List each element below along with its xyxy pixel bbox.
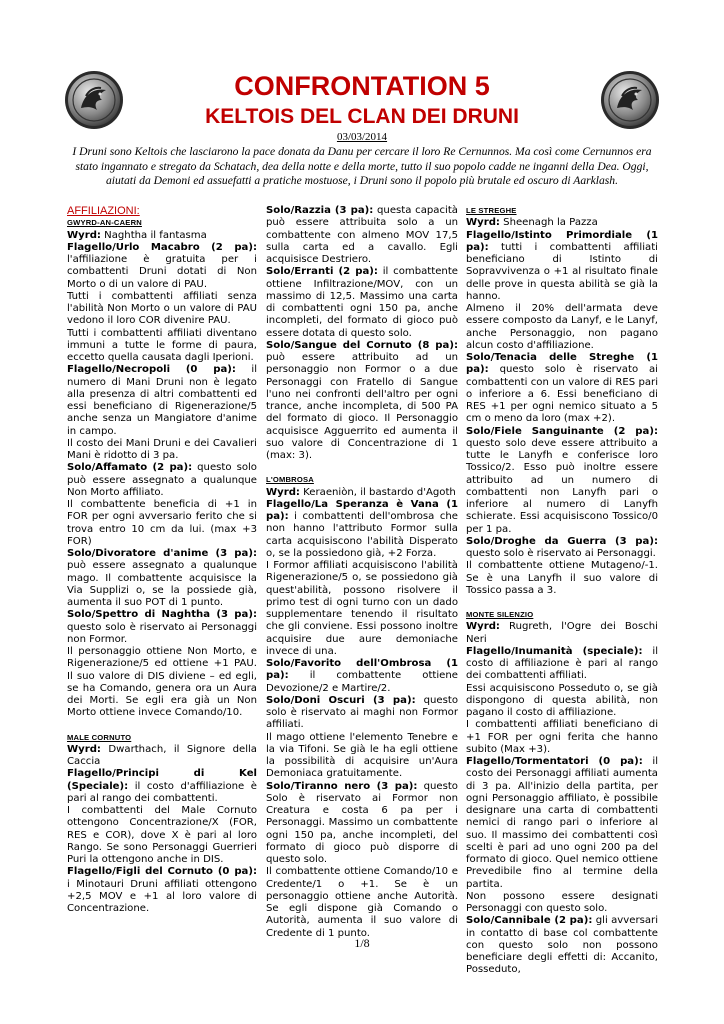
wyrd-line: Wyrd: Dwarthach, il Signore della Caccia [67,743,257,767]
column-3 [466,205,658,977]
rule-paragraph: Il combattente ottiene Comando/10 e Credente/1 o +1. Se è un personaggio ottiene anche Autorità. Se egli dispone già Comando o Autorità, aumenta il suo valore di Credente di 1 punto. [266,866,458,939]
rule-paragraph: Flagello/Principi di Kel (Speciale): il costo d'affiliazione è pari al rango dei combattenti. [67,768,257,804]
rule-paragraph: Flagello/Figli del Cornuto (0 pa): i Minotauri Druni affiliati ottengono +2,5 MOV e +1 al loro valore di Concentrazione. [67,866,257,914]
affiliation-title-monte-silenzio: MONTE SILENZIO [466,610,534,619]
rule-paragraph: Il costo dei Mani Druni e dei Cavalieri Mani è ridotto di 3 pa. [67,437,257,461]
rule-paragraph: Tutti i combattenti affiliati senza l'abilità Non Morto o un valore di PAU vedono il loro COR divenire PAU. [67,290,257,327]
rule-paragraph: Flagello/Inumanità (speciale): il costo di affiliazione è pari al rango dei combattenti affiliati. [466,645,658,682]
rule-paragraph: I combattenti affiliati beneficiano di +1 FOR per ogni ferita che hanno subito (Max +3). [466,719,658,755]
wyrd-line: Wyrd: Sheenagh la Pazza [466,217,598,229]
document-date: 03/03/2014 [336,131,388,143]
page-number: 1/8 [354,936,370,950]
rule-paragraph: Solo/Razzia (3 pa): questa capacità può essere attribuita solo a un combattente con almeno MOV 17,5 sulla carta ed a cavallo. Egli acquisisce Destriero. [266,205,458,265]
rule-paragraph: Solo/Droghe da Guerra (3 pa): questo solo è riservato ai Personaggi. [466,535,658,559]
affiliation-title-gwyrd-an-caern: GWYRD-AN-CAERN [67,218,142,228]
rule-paragraph: Solo/Cannibale (2 pa): gli avversari in contatto di base col combattente con questo solo non possono beneficiare degli effetti di: Accanito, Posseduto, [466,915,659,976]
wyrd-line: Wyrd: Keraeniòn, il bastardo d'Agoth [266,486,456,498]
rule-paragraph: Non possono essere designati Personaggi con questo solo. [466,890,658,914]
rule-paragraph: I Formor affiliati acquisiscono l'abilità Rigenerazione/5 o, se possiedono già quest'abilità, possono risolvere il primo test di ogni turno con un dado supplementare tenendo il risultato che gli conviene. Essi possono inoltre acquisire due aure demoniache invece di una. [266,560,458,657]
rule-paragraph: Solo/Sangue del Cornuto (8 pa): può essere attribuito ad un personaggio non Formor o a due Personaggi con Fratello di Sangue l'uno nei confronti dell'altro per ogni trance, anche incompleta, di 500 PA del formato di gioco. Il Personaggio acquisisce Agguerrito ed aumenta il suo valore di Concentrazione di 1 (max: 3). [266,339,458,461]
rule-paragraph: Il mago ottiene l'elemento Tenebre e la via Tifoni. Se già le ha egli ottiene la possibilità di acquisire un'Aura Demoniaca gratuitamente. [266,731,458,780]
rule-paragraph: Flagello/Istinto Primordiale (1 pa): tutti i combattenti affiliati beneficiano di Istinto di Sopravvivenza o +1 al risultato finale delle prove in questa abilità se già la hanno. [466,229,658,302]
rule-paragraph: Solo/Doni Oscuri (3 pa): questo solo è riservato ai maghi non Formor affiliati. [266,694,458,731]
wyrd-line: Wyrd: Rugreth, l'Ogre dei Boschi Neri [466,621,658,645]
rule-paragraph: Almeno il 20% dell'armata deve essere composto da Lanyf, e le Lanyf, anche Personaggio, non pagano alcun costo d'affiliazione. [466,303,658,351]
rule-paragraph: Solo/Affamato (2 pa): questo solo può essere assegnato a qualunque Non Morto affiliato. [67,462,257,498]
intro-paragraph: I Druni sono Keltois che lasciarono la pace donata da Danu per cercare il loro Re Cernunnos. Ma così come Cernunnos era stato ingannato e stregato da Schatach, dea della notte e della morte, tutto il suo popolo cadde ne inganni della Dea. Oggi, aiutati da Demoni ed assuefatti a pratiche mostuose, i Druni sono il popolo più brutale ed oscuro di Aarklash. [72,145,652,188]
document-title: CONFRONTATION 5 [234,71,490,101]
rule-paragraph: Il combattente ottiene Mutageno/-1. Se è una Lanyfh il suo valore di Tossico passa a 3. [466,560,658,596]
rule-paragraph: Solo/Divoratore d'anime (3 pa): può essere assegnato a qualunque mago. Il combattente acquisisce la Via Supplizi o, se la possiede già, aumenta il suo POT di 1 punto. [67,548,257,608]
wyrd-line: Wyrd: Naghtha il fantasma [67,229,207,241]
affiliation-title-male-cornuto: MALE CORNUTO [67,732,132,742]
rule-paragraph: Il personaggio ottiene Non Morto, e Rigenerazione/5 ed ottiene +1 PAU. Il suo valore di DIS diviene – ed egli, se ha Comando, genera ora un Aura dei Morti. Se egli era già un Non Morto ottiene invece Comando/10. [67,646,257,719]
rule-paragraph: I combattenti del Male Cornuto ottengono Concentrazione/X (FOR, RES e COR), dove X è pari al loro Rango. Se sono Personaggi Guerrieri Puri la ottengono anche in DIS. [67,805,257,865]
rule-paragraph: Flagello/Necropoli (0 pa): il numero di Mani Druni non è legato alla presenza di altri combattenti ed essi beneficiano di Rigenerazione/5 anche senza un Mangiatore d'anime in campo. [67,364,257,437]
rule-paragraph: Tutti i combattenti affiliati diventano immuni a tutte le forme di paura, eccetto quella causata dagli Iperioni. [67,327,257,363]
rule-paragraph: Solo/Fiele Sanguinante (2 pa): questo solo deve essere attribuito a tutte le Lanyfh e conferisce loro Tossico/2. Esso può inoltre essere attribuito ad un numero di combattenti non Lanyfh pari o inferiore al numero di Lanyfh schierate. Essi acquisiscono Tossico/0 per 1 pa. [466,425,658,535]
rule-paragraph: Essi acquisiscono Posseduto o, se già dispongono di questa abilità, non pagano il costo di affiliazione. [466,682,658,718]
column-2 [266,205,458,940]
column-1 [67,205,257,915]
rule-paragraph: Solo/Erranti (2 pa): il combattente ottiene Infiltrazione/MOV, con un massimo di 12,5. Massimo una carta di combattenti ogni 150 pa, anche incompleti, del formato di gioco può essere dotata di questo solo. [266,266,458,339]
rule-paragraph: Solo/Tenacia delle Streghe (1 pa): questo solo è riservato ai combattenti con un valore di RES pari o inferiore a 6. Essi beneficiano di RES +1 per ogni nemico situato a 5 cm o meno da loro (max +2). [466,352,658,425]
rule-paragraph: Flagello/Tormentatori (0 pa): il costo dei Personaggi affiliati aumenta di 3 pa. All'inizio della partita, per ogni Personaggio affiliato, è possibile designare una carta di combattenti nemici di rango pari o inferiore al suo. Il massimo dei combattenti così scelti è pari ad uno ogni 200 pa del formato di gioco. Quel nemico ottiene Prevedibile fino al termine della partita. [466,756,658,890]
document-subtitle: KELTOIS DEL CLAN DEI DRUNI [205,105,519,128]
affiliation-title-l-ombrosa: L'OMBROSA [266,475,314,485]
rule-paragraph: Flagello/Urlo Macabro (2 pa): l'affiliazione è gratuita per i combattenti Druni dotati di Non Morto o di un valore di PAU. [67,241,257,290]
rule-paragraph: Solo/Favorito dell'Ombrosa (1 pa): il combattente ottiene Devozione/2 e Martire/2. [266,658,458,694]
rule-paragraph: Il combattente beneficia di +1 in FOR per ogni avversario ferito che si trova entro 10 cm da lui. (max +3 FOR) [67,499,257,547]
rule-paragraph: Flagello/La Speranza è Vana (1 pa): i combattenti dell'ombrosa che non hanno l'attributo Formor sulla carta acquisiscono l'abilità Disperato o, se la possiedono già, +2 Forza. [266,498,458,559]
rule-paragraph: Solo/Spettro di Naghtha (3 pa): questo solo è riservato ai Personaggi non Formor. [67,609,257,645]
affiliation-title-le-streghe: LE STREGHE [466,206,517,215]
section-heading-affiliations: AFFILIAZIONI: [67,205,140,217]
rule-paragraph: Solo/Tiranno nero (3 pa): questo Solo è riservato ai Formor non Creatura e costa 6 pa per i Personaggi. Massimo un combattente ogni 150 pa, anche incompleti, del formato di gioco può disporre di questo solo. [266,780,458,865]
